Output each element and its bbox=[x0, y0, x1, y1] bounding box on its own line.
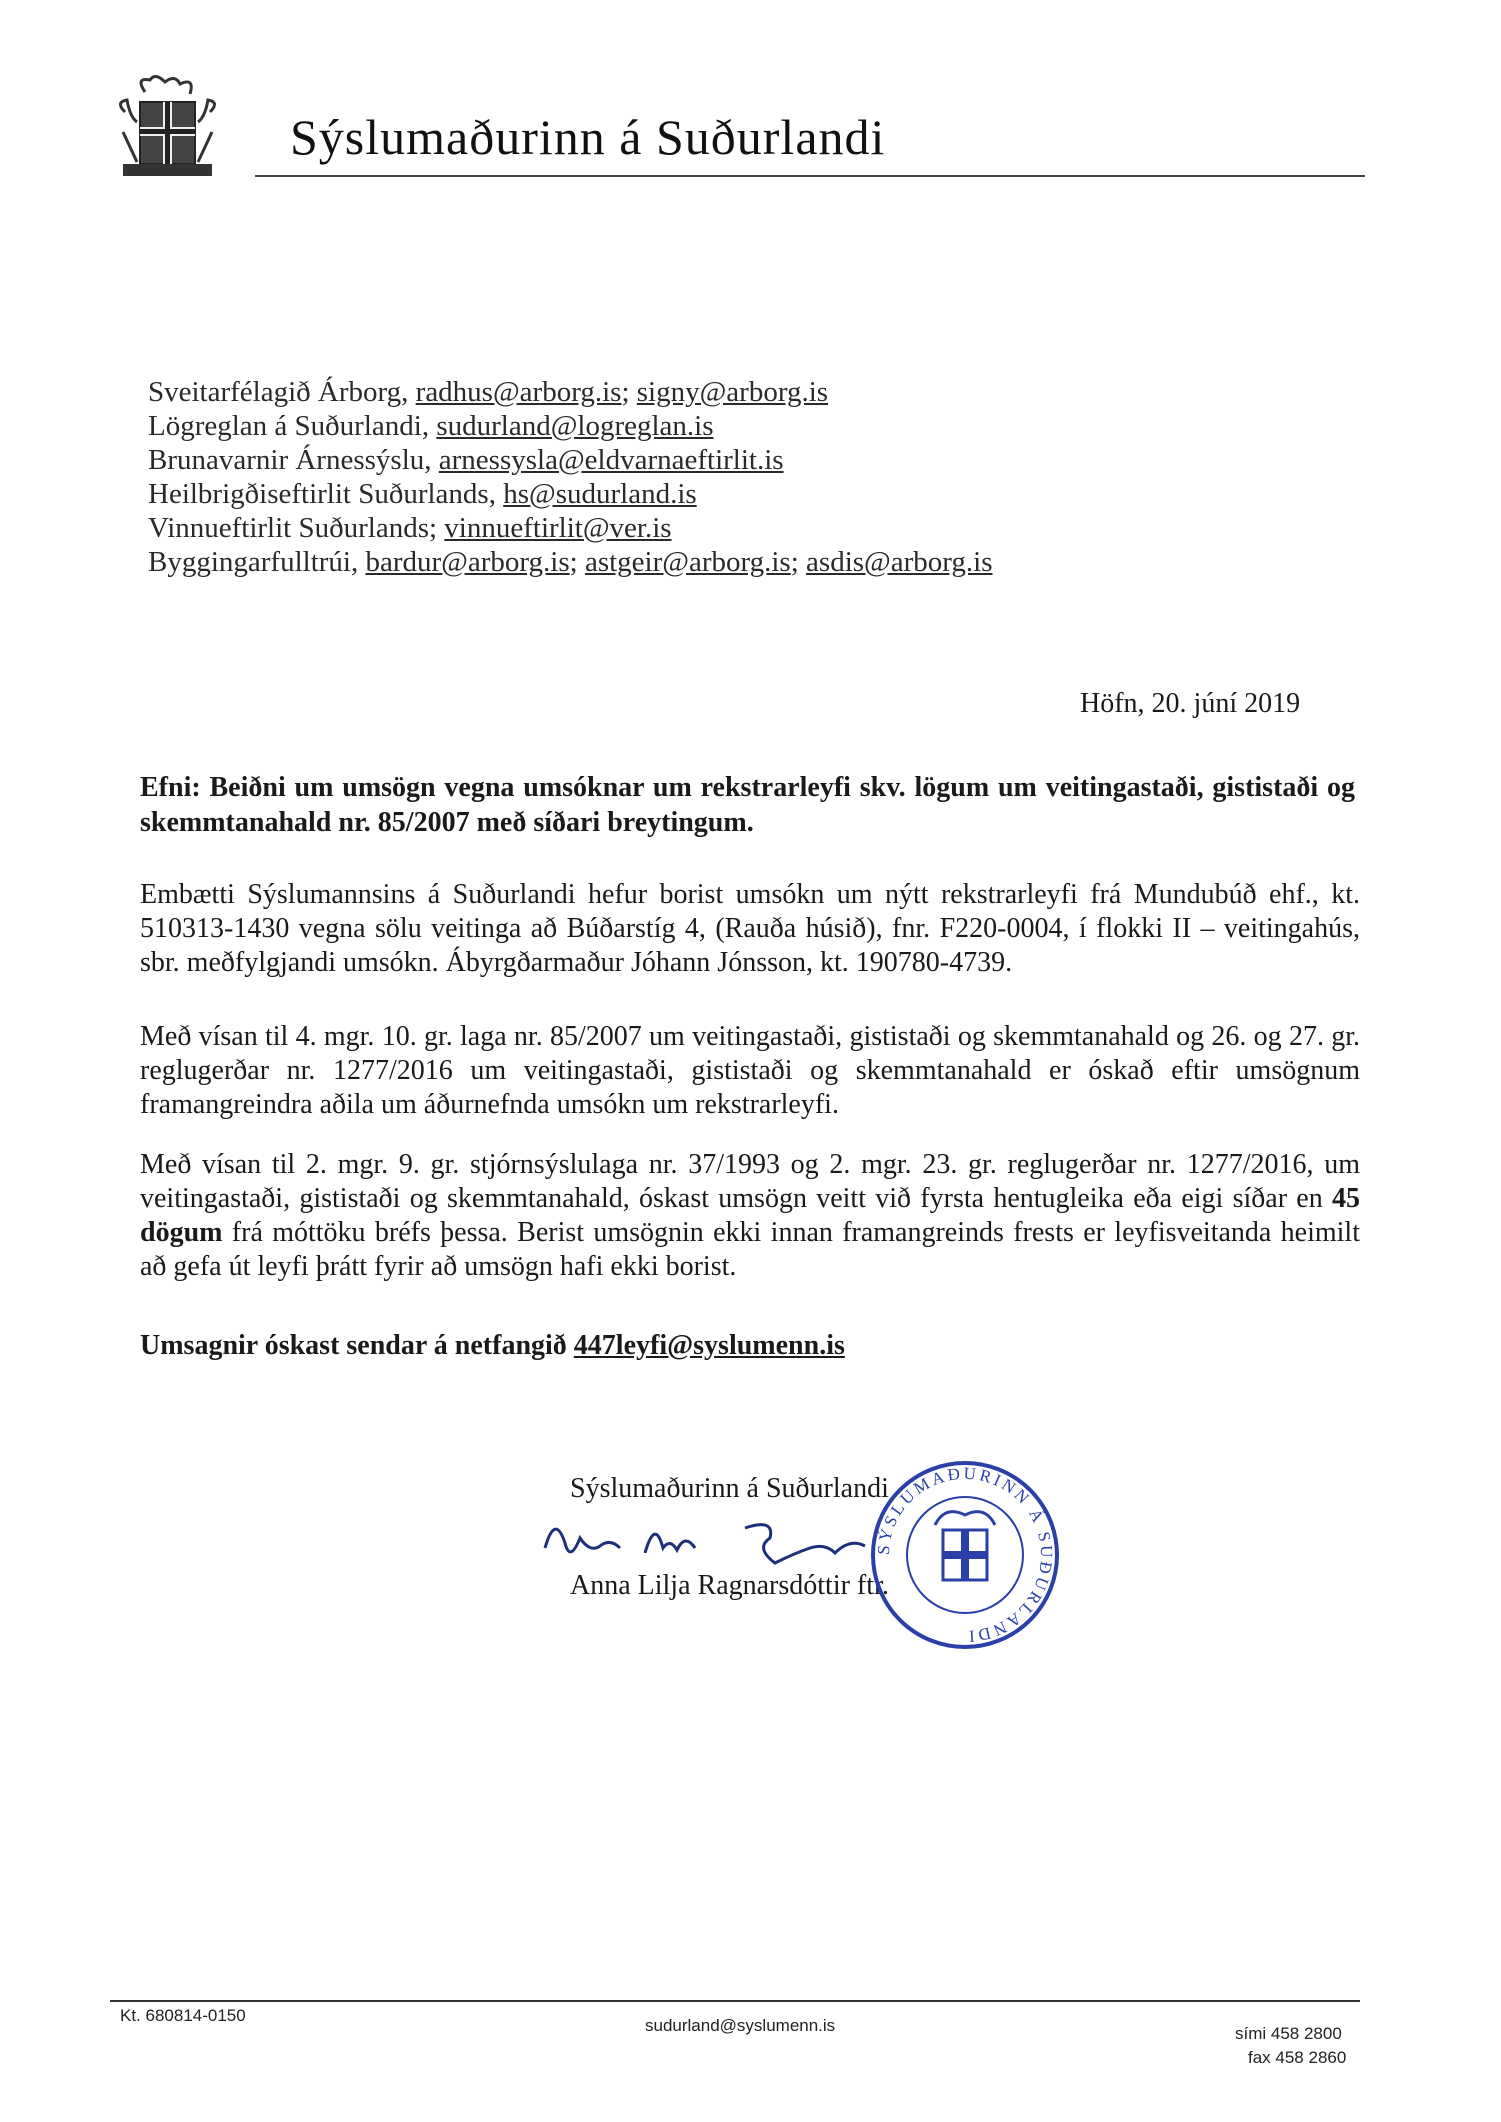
recipient-name: Sveitarfélagið Árborg, bbox=[148, 376, 409, 408]
paragraph-3-text-b: frá móttöku bréfs þessa. Berist umsögnin ekki innan framangreinds frests er leyfisveitanda heimilt að gefa út leyfi þrátt fyrir að umsögn hafi ekki borist. bbox=[140, 1217, 1360, 1282]
recipient-line bbox=[148, 409, 993, 443]
recipient-email-link[interactable]: radhus@arborg.is bbox=[415, 376, 622, 408]
paragraph-3-text-a: Með vísan til 2. mgr. 9. gr. stjórnsýslulaga nr. 37/1993 og 2. mgr. 23. gr. reglugerðar nr. 1277/2016, um veitingastaði, gististaði og skemmtanahald, óskast umsögn veitt við fyrsta hentugleika eða eigi síðar en bbox=[140, 1149, 1360, 1214]
letter-date: Höfn, 20. júní 2019 bbox=[1080, 688, 1301, 719]
recipient-line: Byggingarfulltrúi, bardur@arborg.is; astgeir@arborg.is; asdis@arborg.is bbox=[148, 546, 993, 578]
recipient-email-link[interactable]: asdis@arborg.is bbox=[806, 546, 993, 578]
footer-phone: sími 458 2800 bbox=[1235, 2024, 1342, 2043]
footer-fax: fax 458 2860 bbox=[1248, 2048, 1347, 2067]
recipient-email-link[interactable]: bardur@arborg.is bbox=[365, 546, 570, 578]
body-paragraph-1: Embætti Sýslumannsins á Suðurlandi hefur borist umsókn um nýtt rekstrarleyfi frá Mundubúð ehf., kt. 510313-1430 vegna sölu veitinga að Búðarstíg 4, (Rauða húsið), fnr. F220-0004, í flokki II – veitingahús, sbr. meðfylgjandi umsókn. Ábyrgðarmaður Jóhann Jónsson, kt. 190780-4739. bbox=[140, 879, 1360, 978]
recipient-email-link[interactable]: arnessysla@eldvarnaeftirlit.is bbox=[438, 444, 784, 476]
footer-id-number: Kt. 680814-0150 bbox=[120, 2006, 246, 2025]
svg-text:SÝSLUMAÐURINN Á SUÐURLANDI: SÝSLUMAÐURINN Á SUÐURLANDI bbox=[873, 1463, 1057, 1647]
header-divider bbox=[255, 175, 1365, 177]
signatory-name: Anna Lilja Ragnarsdóttir ftr. bbox=[570, 1570, 889, 1601]
response-request-text: Umsagnir óskast sendar á netfangið bbox=[140, 1330, 574, 1361]
recipient-name: Heilbrigðiseftirlit Suðurlands, bbox=[148, 478, 496, 510]
body-paragraph-2: Með vísan til 4. mgr. 10. gr. laga nr. 85/2007 um veitingastaði, gististaði og skemmtanahald og 26. og 27. gr. reglugerðar nr. 1277/2016 um veitingastaði, gististaði og skemmtanahald er óskað eftir umsögnum framangreindra aðila um áðurnefnda umsókn um rekstrarleyfi. bbox=[140, 1021, 1360, 1120]
recipient-line bbox=[148, 511, 993, 545]
body-paragraph-3 bbox=[140, 1148, 1360, 1284]
office-title: Sýslumaðurinn á Suðurlandi bbox=[290, 109, 886, 165]
official-stamp bbox=[865, 1455, 1065, 1655]
response-request bbox=[140, 1330, 845, 1362]
footer-divider bbox=[110, 2000, 1360, 2002]
recipient-list bbox=[148, 375, 993, 579]
recipient-email-link[interactable]: signy@arborg.is bbox=[636, 376, 829, 408]
recipient-name: Lögreglan á Suðurlandi, bbox=[148, 410, 430, 442]
recipient-email-link[interactable]: vinnueftirlit@ver.is bbox=[444, 512, 672, 544]
signature-office: Sýslumaðurinn á Suðurlandi bbox=[570, 1473, 889, 1504]
coat-of-arms-logo bbox=[115, 72, 220, 187]
recipient-name: Byggingarfulltrúi, bbox=[148, 546, 359, 578]
recipient-email-link[interactable]: hs@sudurland.is bbox=[503, 478, 697, 510]
response-email-link[interactable]: 447leyfi@syslumenn.is bbox=[573, 1330, 845, 1361]
recipient-name: Brunavarnir Árnessýslu, bbox=[148, 444, 432, 476]
recipient-line bbox=[148, 477, 993, 511]
recipient-email-link[interactable]: astgeir@arborg.is bbox=[584, 546, 791, 578]
recipient-line bbox=[148, 443, 993, 477]
recipient-name: Vinnueftirlit Suðurlands; bbox=[148, 512, 438, 544]
letter-subject: Efni: Beiðni um umsögn vegna umsóknar um rekstrarleyfi skv. lögum um veitingastaði, gististaði og skemmtanahald nr. 85/2007 með síðari breytingum. bbox=[140, 772, 1355, 838]
recipient-email-link[interactable]: sudurland@logreglan.is bbox=[436, 410, 714, 442]
handwritten-signature bbox=[535, 1508, 885, 1578]
deadline-days: 45 dögum bbox=[140, 1183, 1360, 1248]
recipient-line: Sveitarfélagið Árborg, radhus@arborg.is; signy@arborg.is bbox=[148, 376, 829, 408]
footer-email[interactable]: sudurland@syslumenn.is bbox=[645, 2016, 836, 2035]
